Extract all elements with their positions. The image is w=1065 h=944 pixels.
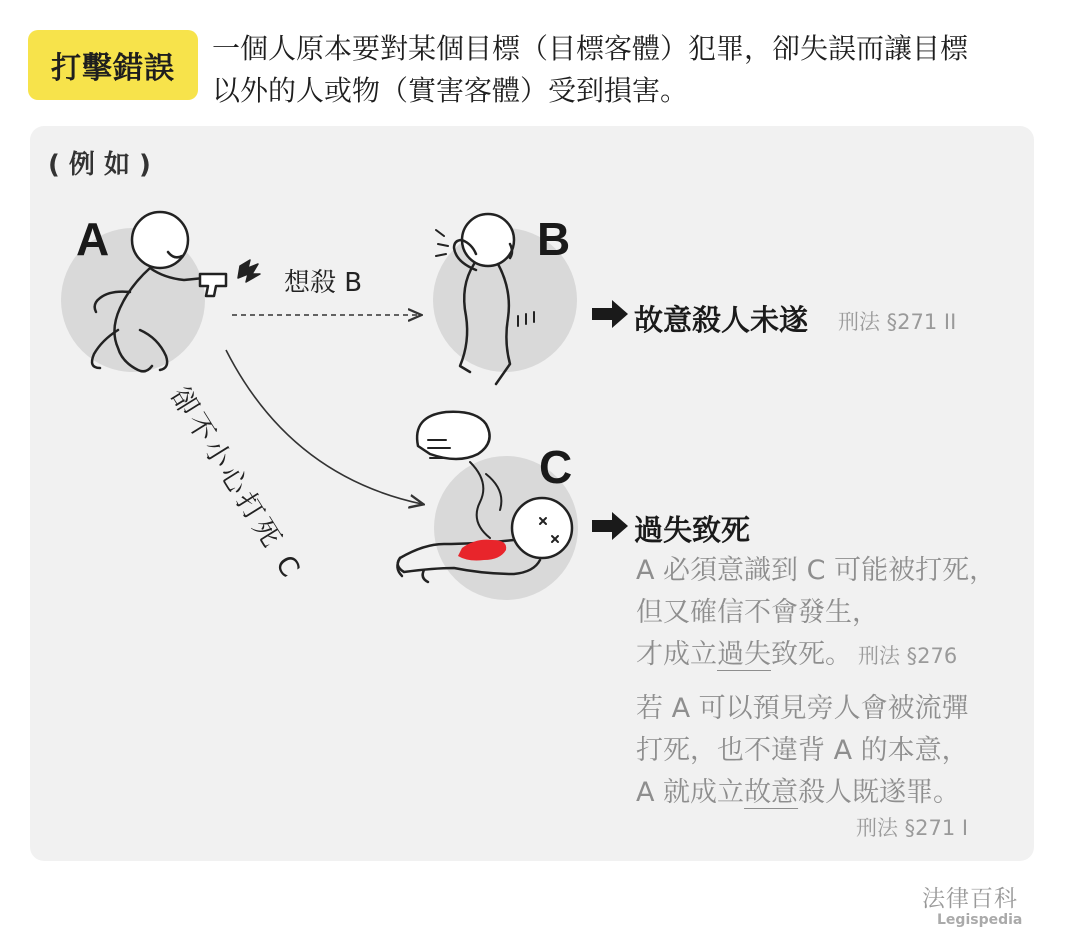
- logo-zh: 法律百科: [922, 886, 1018, 912]
- explain2-underlined: 故意: [744, 777, 799, 808]
- explain2-pre: A 就成立: [636, 777, 745, 808]
- explain2-law: 刑法 §271 I: [856, 816, 969, 840]
- label-b: B: [537, 213, 571, 265]
- term-tag: 打擊錯誤: [28, 30, 198, 100]
- explain1-law: 刑法 §276: [858, 644, 958, 668]
- explanation-intent: [636, 688, 969, 814]
- explain2-line1: 若 A 可以預見旁人會被流彈: [636, 693, 969, 724]
- explain2-line3: [636, 772, 969, 814]
- explanation-negligence: [636, 550, 996, 677]
- explain1-line1: A 必須意識到 C 可能被打死，: [636, 555, 997, 586]
- result-b-title: 故意殺人未遂: [634, 303, 809, 337]
- result-arrow-b: [592, 300, 628, 328]
- logo-en: Legispedia: [937, 912, 1023, 928]
- definition-line-1: 一個人原本要對某個目標（目標客體）犯罪，卻失誤而讓目標: [212, 32, 969, 65]
- explain1-line3: [636, 634, 996, 677]
- example-label: ( 例 如 ): [48, 150, 151, 180]
- explain1-post: 致死。: [771, 639, 852, 670]
- explain2-post: 殺人既遂罪。: [798, 777, 961, 808]
- explain1-underlined: 過失: [717, 639, 771, 670]
- explain1-pre: 才成立: [636, 639, 717, 670]
- intent-label: 想殺 B: [284, 268, 363, 298]
- definition-line-2: 以外的人或物（實害客體）受到損害。: [212, 74, 689, 107]
- result-arrow-c: [592, 512, 628, 540]
- label-a: A: [76, 213, 110, 265]
- explain2-line2: 打死，也不違背 A 的本意，: [636, 735, 969, 766]
- label-c: C: [539, 441, 573, 493]
- result-b-law: 刑法 §271 II: [838, 310, 957, 334]
- accident-label: 卻不小心打死 C: [163, 381, 308, 586]
- result-c-title: 過失致死: [634, 513, 751, 547]
- explain1-line2: 但又確信不會發生，: [636, 597, 879, 628]
